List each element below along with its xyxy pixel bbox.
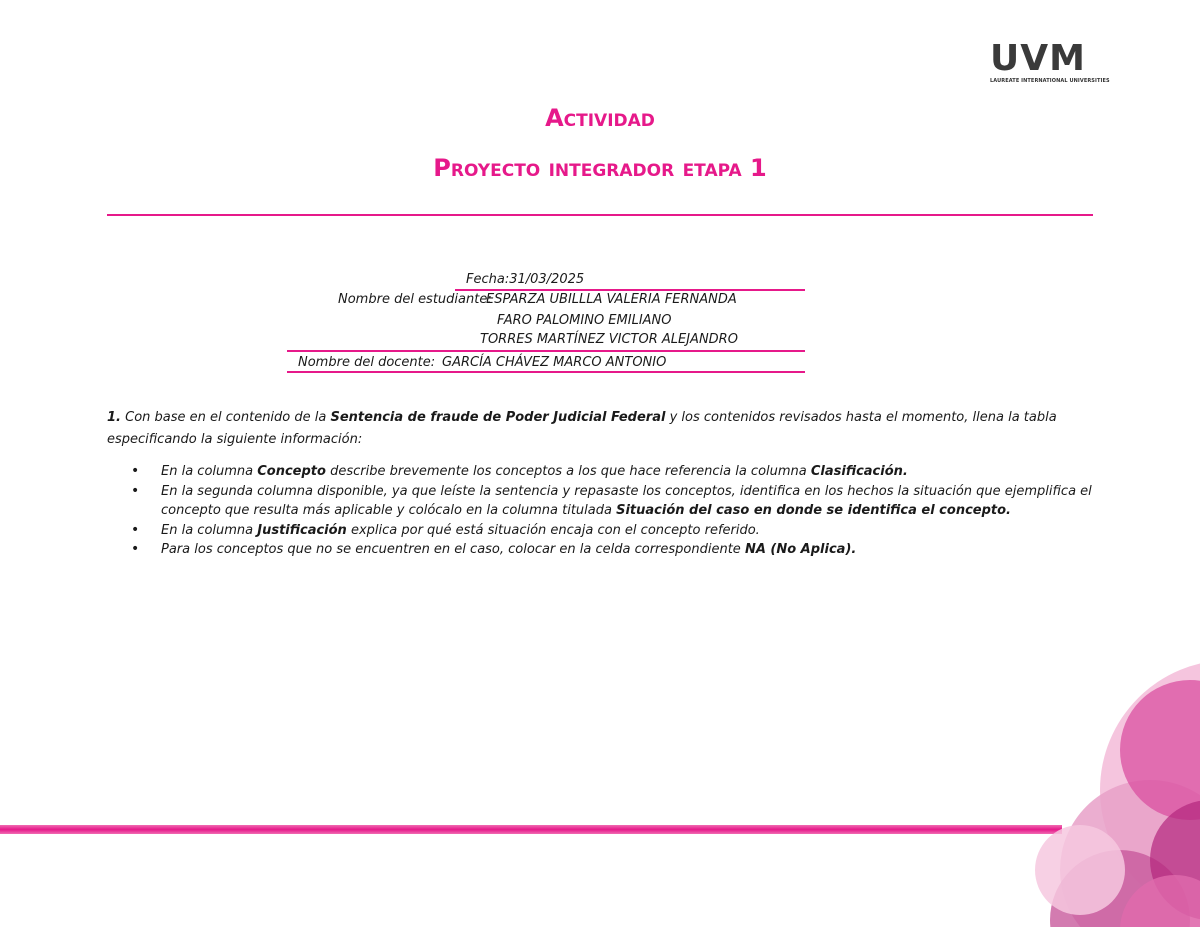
instruction-number: 1.: [107, 410, 121, 425]
page-title: Actividad: [545, 104, 655, 132]
footer-band: [0, 825, 1062, 834]
bullet-bold-d: Clasificación.: [810, 464, 908, 479]
bullet-icon: •: [131, 463, 140, 479]
teacher-label: Nombre del docente:: [298, 355, 436, 370]
bullet-text-c: explica por qué está situación encaja con el concepto referido.: [346, 522, 760, 538]
logo-subtext: LAUREATE INTERNATIONAL UNIVERSITIES: [990, 78, 1110, 84]
list-item: [107, 482, 1097, 521]
bullet-text-c: describe brevemente los conceptos a los que hace referencia la columna: [325, 464, 811, 479]
teacher-underline: [287, 371, 805, 373]
logo-wordmark: UVM: [990, 38, 1086, 79]
bullet-bold-b: Justificación: [257, 522, 347, 538]
instruction-list: [107, 462, 1097, 560]
bullet-text-a: En la columna: [161, 464, 258, 479]
sentence-title: Sentencia de fraude de Poder Judicial Federal: [330, 410, 666, 425]
instruction-text-b: y los contenidos revisados hasta el momento, llena la tabla especificando la siguiente información:: [107, 410, 1057, 447]
student-name-2: FARO PALOMINO EMILIANO: [497, 313, 672, 328]
uvm-logo: [990, 38, 1110, 84]
student-name-3: TORRES MARTÍNEZ VICTOR ALEJANDRO: [480, 332, 738, 347]
instruction-paragraph: [107, 407, 1067, 451]
list-item: [107, 462, 1097, 482]
teacher-name: GARCÍA CHÁVEZ MARCO ANTONIO: [442, 355, 667, 370]
bullet-text-a: Para los conceptos que no se encuentren en el caso, colocar en la celda correspondiente: [161, 542, 745, 557]
bullet-text-a: En la columna: [161, 522, 258, 538]
header-divider: [107, 214, 1093, 216]
list-item: [107, 521, 1097, 541]
bullet-bold-b: NA (No Aplica): [744, 542, 852, 557]
student-name-1: ESPARZA UBILLLA VALERIA FERNANDA: [486, 292, 737, 307]
date-underline: [455, 289, 805, 291]
bullet-bold-b: Situación del caso en donde se identifica el concepto.: [616, 503, 1011, 518]
student-label: Nombre del estudiante:: [338, 292, 492, 307]
decorative-circles: [1000, 620, 1200, 927]
bullet-icon: •: [131, 541, 140, 557]
students-underline: [287, 350, 805, 352]
bullet-bold-b: Concepto: [257, 464, 326, 479]
bullet-text-a: En la segunda columna disponible, ya que leíste la sentencia y repasaste los conceptos, identifica en los hechos la situación que ejemplifica el concepto que resulta más aplicable y colócalo en la columna titulada: [161, 483, 1092, 518]
list-item: [107, 540, 1097, 560]
bullet-icon: •: [131, 521, 140, 538]
page-subtitle: Proyecto integrador etapa 1: [433, 154, 767, 182]
instruction-text-a: Con base en el contenido de la: [120, 410, 331, 425]
bullet-icon: •: [131, 482, 140, 499]
bullet-text-c: .: [851, 542, 857, 557]
date-field: Fecha:31/03/2025: [466, 272, 585, 287]
